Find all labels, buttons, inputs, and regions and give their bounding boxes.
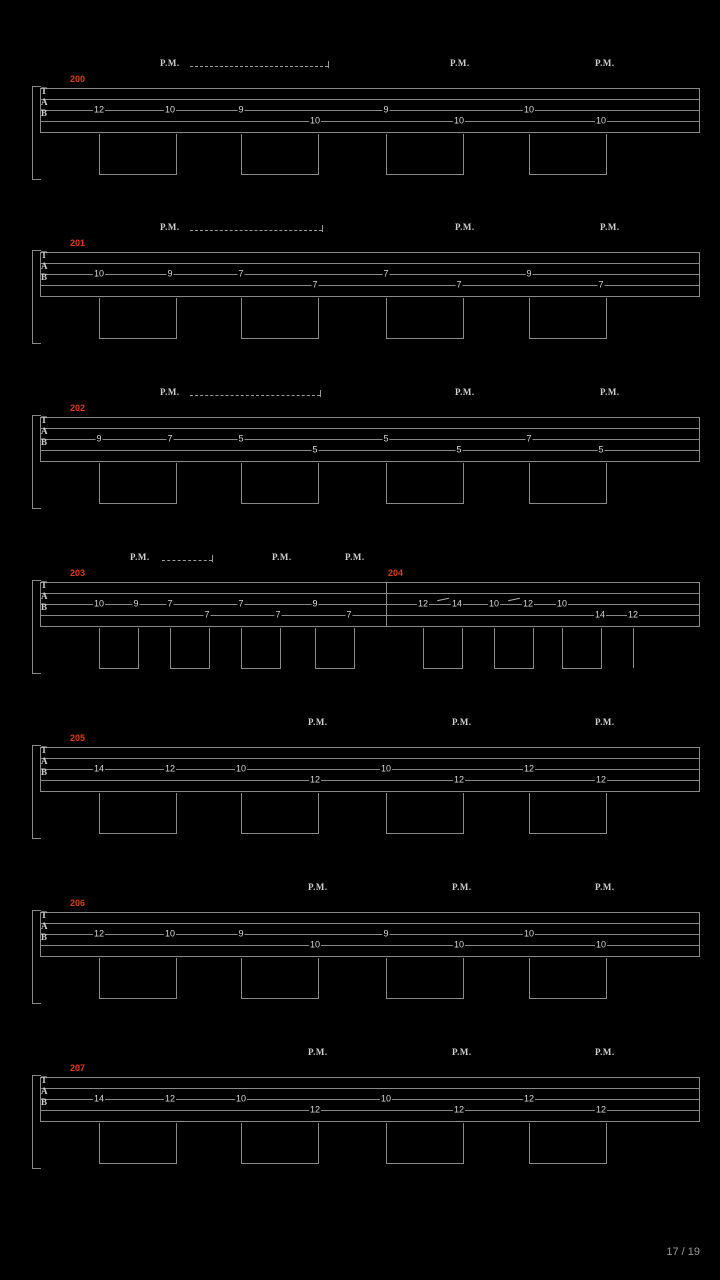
staff-line [40,1099,700,1100]
fret-number: 10 [453,115,465,126]
fret-number: 10 [309,115,321,126]
fret-number: 10 [164,928,176,939]
note-beam-group [562,628,602,669]
system-bracket [32,415,41,509]
tab-clef [41,415,48,448]
fret-number: 10 [488,598,500,609]
palm-mute-label: P.M. [595,882,615,892]
barline [699,417,700,461]
fret-number: 10 [556,598,568,609]
tab-clef-letter: A [41,1086,48,1096]
note-beam-group [529,793,607,834]
measure-number: 203 [70,568,86,578]
fret-number: 7 [238,268,244,279]
fret-number: 7 [238,598,244,609]
fret-number: 5 [598,444,604,455]
note-beam-group [494,628,534,669]
palm-mute-dashed-line [190,66,328,67]
note-beam-group [241,298,319,339]
barline [386,582,387,626]
note-beam-group [241,793,319,834]
staff-line [40,912,700,913]
tab-clef-letter: B [41,108,48,118]
palm-mute-label: P.M. [600,222,620,232]
system-bracket [32,250,41,344]
fret-number: 12 [627,609,639,620]
staff [40,417,700,463]
measure-number: 207 [70,1063,86,1073]
fret-number: 14 [93,763,105,774]
barline [699,582,700,626]
fret-number: 10 [380,1093,392,1104]
palm-mute-label: P.M. [450,58,470,68]
palm-mute-label: P.M. [452,1047,472,1057]
tab-clef-letter: A [41,261,48,271]
barline [699,747,700,791]
fret-number: 12 [309,774,321,785]
tab-clef [41,745,48,778]
fret-number: 10 [93,598,105,609]
note-beam-group [241,628,281,669]
palm-mute-label: P.M. [272,552,292,562]
fret-number: 5 [383,433,389,444]
fret-number: 7 [275,609,281,620]
palm-mute-label: P.M. [600,387,620,397]
note-beam-group [386,463,464,504]
staff-line [40,252,700,253]
staff-line [40,132,700,133]
fret-number: 10 [235,763,247,774]
tab-clef-letter: T [41,415,48,425]
fret-number: 10 [380,763,392,774]
tab-clef-letter: T [41,745,48,755]
staff-line [40,274,700,275]
fret-number: 10 [235,1093,247,1104]
palm-mute-label: P.M. [595,58,615,68]
tab-clef [41,250,48,283]
tab-clef-letter: A [41,591,48,601]
measure-number: 200 [70,74,86,84]
palm-mute-label: P.M. [160,222,180,232]
palm-mute-dashed-line [190,230,322,231]
palm-mute-label: P.M. [308,1047,328,1057]
fret-number: 7 [167,433,173,444]
palm-mute-end-tick [212,555,213,562]
staff-line [40,593,700,594]
fret-number: 12 [523,763,535,774]
tab-clef-letter: B [41,272,48,282]
fret-number: 12 [595,774,607,785]
fret-number: 10 [309,939,321,950]
fret-number: 12 [93,928,105,939]
note-beam-group [423,628,463,669]
tab-clef [41,910,48,943]
palm-mute-label: P.M. [595,1047,615,1057]
measure-number: 205 [70,733,86,743]
fret-number: 12 [595,1104,607,1115]
palm-mute-dashed-line [190,395,320,396]
fret-number: 9 [96,433,102,444]
palm-mute-label: P.M. [308,882,328,892]
fret-number: 7 [346,609,352,620]
palm-mute-label: P.M. [595,717,615,727]
note-beam-group [241,958,319,999]
note-beam-group [99,958,177,999]
note-beam-group [529,463,607,504]
fret-number: 7 [456,279,462,290]
fret-number: 14 [451,598,463,609]
fret-number: 12 [164,763,176,774]
note-beam-group [99,298,177,339]
tab-clef-letter: A [41,426,48,436]
note-beam-group [99,628,139,669]
fret-number: 10 [164,104,176,115]
note-beam-group [99,793,177,834]
fret-number: 10 [595,939,607,950]
tab-clef [41,1075,48,1108]
staff-line [40,1077,700,1078]
fret-number: 7 [312,279,318,290]
fret-number: 10 [93,268,105,279]
staff-line [40,934,700,935]
staff-line [40,923,700,924]
palm-mute-label: P.M. [160,387,180,397]
tab-clef [41,86,48,119]
note-beam-group [386,134,464,175]
fret-number: 12 [164,1093,176,1104]
fret-number: 9 [238,928,244,939]
tab-clef-letter: B [41,602,48,612]
staff-line [40,582,700,583]
page-number: 17 / 19 [666,1246,700,1258]
staff-line [40,769,700,770]
note-beam-group [386,298,464,339]
palm-mute-label: P.M. [308,717,328,727]
palm-mute-end-tick [322,225,323,232]
barline [699,252,700,296]
palm-mute-label: P.M. [455,387,475,397]
staff-line [40,428,700,429]
note-beam-group [99,134,177,175]
note-beam-group [315,628,355,669]
tab-clef-letter: T [41,1075,48,1085]
fret-number: 14 [594,609,606,620]
fret-number: 9 [238,104,244,115]
palm-mute-end-tick [320,390,321,397]
note-beam-group [241,463,319,504]
staff-line [40,88,700,89]
fret-number: 12 [93,104,105,115]
fret-number: 5 [312,444,318,455]
staff [40,912,700,958]
measure-number: 206 [70,898,86,908]
staff-line [40,1088,700,1089]
note-beam-group [386,958,464,999]
fret-number: 10 [523,928,535,939]
fret-number: 7 [167,598,173,609]
system-bracket [32,910,41,1004]
note-beam-group [386,1123,464,1164]
note-beam-group [529,1123,607,1164]
fret-number: 12 [453,1104,465,1115]
palm-mute-label: P.M. [452,882,472,892]
fret-number: 7 [526,433,532,444]
staff-line [40,439,700,440]
fret-number: 9 [526,268,532,279]
fret-number: 9 [312,598,318,609]
fret-number: 5 [238,433,244,444]
tab-clef-letter: B [41,437,48,447]
tab-clef-letter: B [41,932,48,942]
palm-mute-label: P.M. [455,222,475,232]
fret-number: 10 [523,104,535,115]
note-beam-group [99,463,177,504]
staff [40,252,700,298]
staff-line [40,1121,700,1122]
tab-clef-letter: T [41,910,48,920]
fret-number: 9 [133,598,139,609]
fret-number: 7 [204,609,210,620]
staff-line [40,956,700,957]
palm-mute-end-tick [328,61,329,68]
system-bracket [32,745,41,839]
fret-number: 9 [383,104,389,115]
fret-number: 10 [595,115,607,126]
fret-number: 12 [523,1093,535,1104]
staff-line [40,99,700,100]
barline [699,1077,700,1121]
fret-number: 7 [598,279,604,290]
measure-number: 202 [70,403,86,413]
note-beam-group [241,1123,319,1164]
system-bracket [32,86,41,180]
note-beam-group [99,1123,177,1164]
tab-clef-letter: A [41,921,48,931]
fret-number: 12 [522,598,534,609]
barline [699,88,700,132]
palm-mute-dashed-line [162,560,212,561]
tab-clef-letter: B [41,1097,48,1107]
note-stem [633,628,634,668]
tab-clef-letter: T [41,86,48,96]
fret-number: 9 [167,268,173,279]
staff-line [40,461,700,462]
fret-number: 7 [383,268,389,279]
tab-clef-letter: B [41,767,48,777]
note-beam-group [386,793,464,834]
note-beam-group [529,958,607,999]
fret-number: 10 [453,939,465,950]
note-beam-group [529,134,607,175]
staff-line [40,758,700,759]
tab-clef-letter: A [41,97,48,107]
staff [40,88,700,134]
palm-mute-label: P.M. [452,717,472,727]
staff-line [40,417,700,418]
staff-line [40,263,700,264]
staff-line [40,110,700,111]
staff [40,747,700,793]
staff [40,1077,700,1123]
palm-mute-label: P.M. [130,552,150,562]
note-beam-group [170,628,210,669]
tab-clef-letter: A [41,756,48,766]
fret-number: 12 [309,1104,321,1115]
tab-clef [41,580,48,613]
tab-clef-letter: T [41,250,48,260]
system-bracket [32,1075,41,1169]
fret-number: 5 [456,444,462,455]
fret-number: 12 [453,774,465,785]
fret-number: 9 [383,928,389,939]
palm-mute-label: P.M. [160,58,180,68]
barline [699,912,700,956]
fret-number: 14 [93,1093,105,1104]
note-beam-group [529,298,607,339]
staff-line [40,791,700,792]
fret-number: 12 [417,598,429,609]
measure-number: 201 [70,238,86,248]
palm-mute-label: P.M. [345,552,365,562]
staff-line [40,747,700,748]
staff-line [40,296,700,297]
note-beam-group [241,134,319,175]
staff-line [40,626,700,627]
measure-number: 204 [388,568,404,578]
tab-clef-letter: T [41,580,48,590]
system-bracket [32,580,41,674]
